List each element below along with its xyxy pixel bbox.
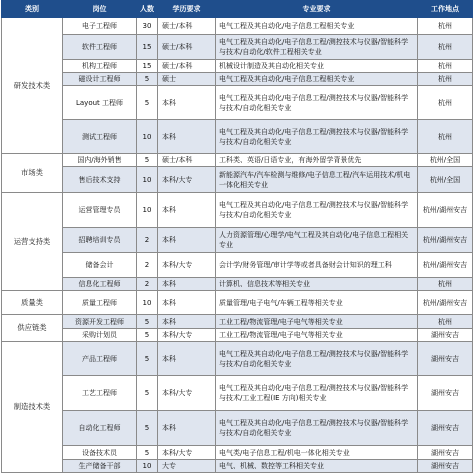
count-cell: 5 — [137, 154, 158, 167]
location-cell: 湖州安吉 — [418, 376, 473, 411]
position-cell: 电子工程师 — [63, 18, 137, 35]
category-cell: 研发技术类 — [2, 18, 63, 154]
count-cell: 10 — [137, 167, 158, 193]
education-cell: 硕士/本科 — [158, 60, 216, 73]
position-cell: 国内/海外销售 — [63, 154, 137, 167]
location-cell: 杭州 — [418, 86, 473, 120]
count-cell: 10 — [137, 460, 158, 473]
table-row — [2, 154, 473, 167]
table-row — [2, 315, 473, 329]
position-cell: 设备技术员 — [63, 446, 137, 460]
count-cell: 5 — [137, 342, 158, 376]
category-cell: 供应链类 — [2, 315, 63, 342]
count-cell: 5 — [137, 73, 158, 86]
count-cell: 5 — [137, 329, 158, 342]
location-cell: 湖州安吉 — [418, 411, 473, 446]
major-cell: 电气工程及其自动化/电子信息工程/测控技术与仪器/智能科学与技术/自动化/软件工程相关专业 — [216, 35, 418, 60]
major-cell: 工业工程/物流管理/电子电气等相关专业 — [216, 329, 418, 342]
education-cell: 大专 — [158, 460, 216, 473]
table-row — [2, 253, 473, 278]
major-cell: 电气工程及其自动化/电子信息工程/测控技术与仪器/智能科学与技术/自动化相关专业 — [216, 120, 418, 154]
location-cell: 杭州/湖州安吉 — [418, 193, 473, 228]
position-cell: 采购计划员 — [63, 329, 137, 342]
major-cell: 计算机、信息技术等相关专业 — [216, 278, 418, 291]
education-cell: 本科 — [158, 228, 216, 253]
location-cell: 杭州/湖州安吉 — [418, 291, 473, 315]
table-row — [2, 411, 473, 446]
header-major: 专业要求 — [216, 1, 418, 18]
table-row — [2, 73, 473, 86]
location-cell: 杭州 — [418, 18, 473, 35]
position-cell: 软件工程师 — [63, 35, 137, 60]
position-cell: 自动化工程师 — [63, 411, 137, 446]
major-cell: 质量管理/电子电气/车辆工程等相关专业 — [216, 291, 418, 315]
table-row — [2, 35, 473, 60]
position-cell: 售后技术支持 — [63, 167, 137, 193]
major-cell: 会计学/财务管理/审计学等或者具备财会计知识的理工科 — [216, 253, 418, 278]
header-education: 学历要求 — [158, 1, 216, 18]
major-cell: 工科类、英语/日语专业，有海外留学背景优先 — [216, 154, 418, 167]
education-cell: 硕士/本科 — [158, 18, 216, 35]
position-cell: 产品工程师 — [63, 342, 137, 376]
major-cell: 电气类/电子信息工程/机电一体化相关专业 — [216, 446, 418, 460]
position-cell: 测试工程师 — [63, 120, 137, 154]
education-cell: 本科 — [158, 278, 216, 291]
table-row — [2, 460, 473, 473]
position-cell: 磁设计工程师 — [63, 73, 137, 86]
education-cell: 本科 — [158, 315, 216, 329]
count-cell: 10 — [137, 193, 158, 228]
table-row — [2, 228, 473, 253]
education-cell: 本科/大专 — [158, 167, 216, 193]
major-cell: 电气工程及其自动化/电子信息工程/测控技术与仪器/智能科学与技术/自动化相关专业 — [216, 193, 418, 228]
position-cell: 生产储备干部 — [63, 460, 137, 473]
education-cell: 本科 — [158, 291, 216, 315]
table-row — [2, 60, 473, 73]
major-cell: 新能源汽车/汽车检测与维修/电子信息工程/汽车运用技术/机电一体化相关专业 — [216, 167, 418, 193]
major-cell: 电气工程及其自动化/电子信息工程/测控技术与仪器/智能科学与技术/工业工程(IE 方向)相关专业 — [216, 376, 418, 411]
count-cell: 15 — [137, 60, 158, 73]
education-cell: 硕士/本科 — [158, 35, 216, 60]
location-cell: 杭州/全国 — [418, 167, 473, 193]
location-cell: 杭州/湖州安吉 — [418, 228, 473, 253]
count-cell: 2 — [137, 228, 158, 253]
education-cell: 本科 — [158, 411, 216, 446]
position-cell: 工艺工程师 — [63, 376, 137, 411]
position-cell: Layout 工程师 — [63, 86, 137, 120]
education-cell: 本科 — [158, 86, 216, 120]
position-cell: 招聘培训专员 — [63, 228, 137, 253]
major-cell: 机械设计制造及其自动化相关专业 — [216, 60, 418, 73]
header-position: 岗位 — [63, 1, 137, 18]
count-cell: 5 — [137, 86, 158, 120]
table-row — [2, 376, 473, 411]
education-cell: 本科/大专 — [158, 376, 216, 411]
position-cell: 资源开发工程师 — [63, 315, 137, 329]
table-row — [2, 167, 473, 193]
table-row — [2, 193, 473, 228]
count-cell: 5 — [137, 376, 158, 411]
major-cell: 电气工程及其自动化/电子信息工程/测控技术与仪器/智能科学与技术/自动化相关专业 — [216, 86, 418, 120]
education-cell: 本科 — [158, 342, 216, 376]
header-category: 类别 — [2, 1, 63, 18]
location-cell: 杭州/湖州安吉 — [418, 253, 473, 278]
major-cell: 电气工程及其自动化/电子信息工程/测控技术与仪器/智能科学与技术/自动化相关专业 — [216, 342, 418, 376]
table-header-row — [2, 1, 473, 18]
education-cell: 本科/大专 — [158, 329, 216, 342]
count-cell: 2 — [137, 253, 158, 278]
position-cell: 运营管理专员 — [63, 193, 137, 228]
location-cell: 杭州 — [418, 278, 473, 291]
table-row — [2, 291, 473, 315]
location-cell: 杭州/全国 — [418, 154, 473, 167]
count-cell: 2 — [137, 278, 158, 291]
education-cell: 本科/大专 — [158, 253, 216, 278]
major-cell: 电气工程及其自动化/电子信息工程/测控技术与仪器/智能科学与技术/自动化相关专业 — [216, 411, 418, 446]
major-cell: 工业工程/物流管理/电子电气等相关专业 — [216, 315, 418, 329]
recruitment-table — [1, 0, 473, 473]
table-row — [2, 120, 473, 154]
category-cell: 制造技术类 — [2, 342, 63, 473]
education-cell: 本科/大专 — [158, 446, 216, 460]
table-row — [2, 86, 473, 120]
category-cell: 运营支持类 — [2, 193, 63, 291]
count-cell: 5 — [137, 315, 158, 329]
education-cell: 本科 — [158, 193, 216, 228]
major-cell: 电气工程及其自动化/电子信息工程相关专业 — [216, 18, 418, 35]
location-cell: 杭州 — [418, 60, 473, 73]
major-cell: 人力资源管理/心理学/电气工程及其自动化/电子信息工程相关专业 — [216, 228, 418, 253]
category-cell: 质量类 — [2, 291, 63, 315]
location-cell: 湖州安吉 — [418, 329, 473, 342]
location-cell: 杭州 — [418, 35, 473, 60]
location-cell: 湖州安吉 — [418, 342, 473, 376]
major-cell: 电气工程及其自动化/电子信息工程相关专业 — [216, 73, 418, 86]
position-cell: 机构工程师 — [63, 60, 137, 73]
position-cell: 信息化工程师 — [63, 278, 137, 291]
major-cell: 电气、机械、数控等工科相关专业 — [216, 460, 418, 473]
position-cell: 储备会计 — [63, 253, 137, 278]
count-cell: 10 — [137, 291, 158, 315]
count-cell: 10 — [137, 120, 158, 154]
location-cell: 湖州安吉 — [418, 460, 473, 473]
header-location: 工作地点 — [418, 1, 473, 18]
table-row — [2, 278, 473, 291]
location-cell: 杭州 — [418, 315, 473, 329]
location-cell: 杭州 — [418, 73, 473, 86]
count-cell: 5 — [137, 411, 158, 446]
table-row — [2, 329, 473, 342]
count-cell: 5 — [137, 446, 158, 460]
table-row — [2, 18, 473, 35]
location-cell: 杭州 — [418, 120, 473, 154]
education-cell: 硕士 — [158, 73, 216, 86]
education-cell: 本科 — [158, 120, 216, 154]
count-cell: 15 — [137, 35, 158, 60]
position-cell: 质量工程师 — [63, 291, 137, 315]
category-cell: 市场类 — [2, 154, 63, 193]
table-row — [2, 446, 473, 460]
table-row — [2, 342, 473, 376]
education-cell: 硕士/本科 — [158, 154, 216, 167]
header-count: 人数 — [137, 1, 158, 18]
count-cell: 30 — [137, 18, 158, 35]
location-cell: 湖州安吉 — [418, 446, 473, 460]
